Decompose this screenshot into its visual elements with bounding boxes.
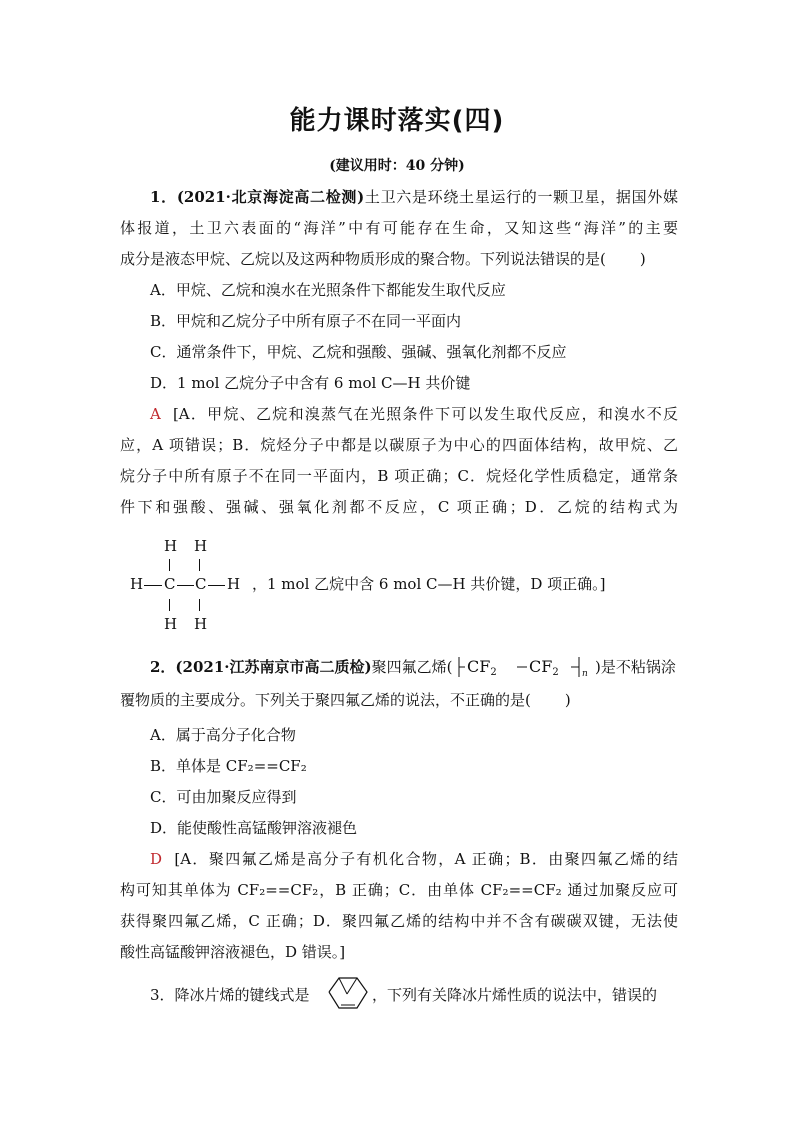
- q2-stem-1-end: )是不粘锅涂: [595, 658, 676, 676]
- atom-h: H: [194, 537, 208, 555]
- q1-option-d: D．1 mol 乙烷分子中含有 6 mol C—H 共价键: [150, 374, 471, 392]
- q1-explanation-3: 烷分子中所有原子不在同一平面内，B 项正确；C．烷烃化学性质稳定，通常条: [120, 467, 678, 485]
- q2-explanation-4: 酸性高锰酸钾溶液褪色，D 错误。]: [120, 943, 346, 961]
- q3-stem-start: 3．降冰片烯的键线式是: [150, 986, 310, 1004]
- atom-h: H: [130, 575, 144, 593]
- q2-explanation-1: D [A．聚四氟乙烯是高分子有机化合物，A 正确；B．由聚四氟乙烯的结: [150, 850, 678, 868]
- ptfe-unit: $CF_2$: [529, 657, 559, 678]
- q1-option-c: C．通常条件下，甲烷、乙烷和强酸、强碱、强氧化剂都不反应: [150, 343, 567, 361]
- q1-stem-1: 土卫六是环绕土星运行的一颗卫星，据国外媒: [364, 188, 678, 206]
- q1-explanation-5: ，1 mol 乙烷中含 6 mol C—H 共价键，D 项正确。]: [252, 575, 606, 593]
- q2-option-a: A．属于高分子化合物: [150, 726, 296, 744]
- atom-h: H: [194, 615, 208, 633]
- q2-stem-2: 覆物质的主要成分。下列关于聚四氟乙烯的说法，不正确的是(: [120, 691, 531, 709]
- q2-answer: D: [150, 850, 163, 868]
- q1-answer: A: [150, 405, 161, 423]
- q1-option-b: B．甲烷和乙烷分子中所有原子不在同一平面内: [150, 312, 462, 330]
- q1-explanation-4: 件下和强酸、强碱、强氧化剂都不反应，C 项正确；D．乙烷的结构式为: [120, 498, 678, 516]
- page-title: 能力课时落实(四): [289, 106, 505, 136]
- q3-stem-rest: ，下列有关降冰片烯性质的说法中，错误的: [372, 986, 658, 1004]
- q1-explanation-2: 应，A 项错误；B．烷烃分子中都是以碳原子为中心的四面体结构，故甲烷、乙: [120, 436, 678, 454]
- q2-explanation-2: 构可知其单体为 CF₂==CF₂，B 正确；C．由单体 CF₂==CF₂ 通过加聚反应可: [120, 881, 678, 899]
- atom-h: H: [164, 615, 178, 633]
- ptfe-unit: $CF_2$: [467, 657, 497, 678]
- q1-stem-2: 体报道，土卫六表面的“海洋”中有可能存在生命，又知这些“海洋”的主要: [120, 219, 678, 237]
- q2-line-1: 2．(2021·江苏南京市高二质检)聚四氟乙烯(: [150, 658, 453, 676]
- suggested-time: (建议用时：40 分钟): [329, 158, 465, 174]
- q2-option-d: D．能使酸性高锰酸钾溶液褪色: [150, 819, 358, 837]
- q1-option-a: A．甲烷、乙烷和溴水在光照条件下都能发生取代反应: [150, 281, 506, 299]
- q2-option-c: C．可由加聚反应得到: [150, 788, 297, 806]
- ethane-structural-formula: [130, 535, 250, 635]
- ptfe-n: n: [582, 669, 588, 679]
- atom-h: H: [164, 537, 178, 555]
- norbornene-skeletal-formula: [325, 972, 371, 1020]
- q2-source: 2．(2021·江苏南京市高二质检): [150, 658, 372, 676]
- q1-stem-3: 成分是液态甲烷、乙烷以及这两种物质形成的聚合物。下列说法错误的是(: [120, 250, 606, 268]
- q1-source: 1．(2021·北京海淀高二检测): [150, 188, 365, 206]
- q2-line-2: 覆物质的主要成分。下列关于聚四氟乙烯的说法，不正确的是( ): [120, 691, 571, 709]
- atom-h: H: [227, 575, 241, 593]
- q2-explanation-3: 获得聚四氟乙烯，C 正确；D．聚四氟乙烯的结构中并不含有碳碳双键，无法使: [120, 912, 678, 930]
- q1-line-3: 成分是液态甲烷、乙烷以及这两种物质形成的聚合物。下列说法错误的是( ): [120, 250, 646, 268]
- q1-line-1: [150, 187, 678, 207]
- q1-explanation-1: A [A．甲烷、乙烷和溴蒸气在光照条件下可以发生取代反应，和溴水不反: [150, 405, 678, 423]
- atom-c: C: [195, 575, 207, 593]
- ptfe-formula: [455, 651, 595, 683]
- q2-option-b: B．单体是 CF₂==CF₂: [150, 757, 307, 775]
- norbornene-structure: [325, 972, 371, 1016]
- atom-c: C: [164, 575, 176, 593]
